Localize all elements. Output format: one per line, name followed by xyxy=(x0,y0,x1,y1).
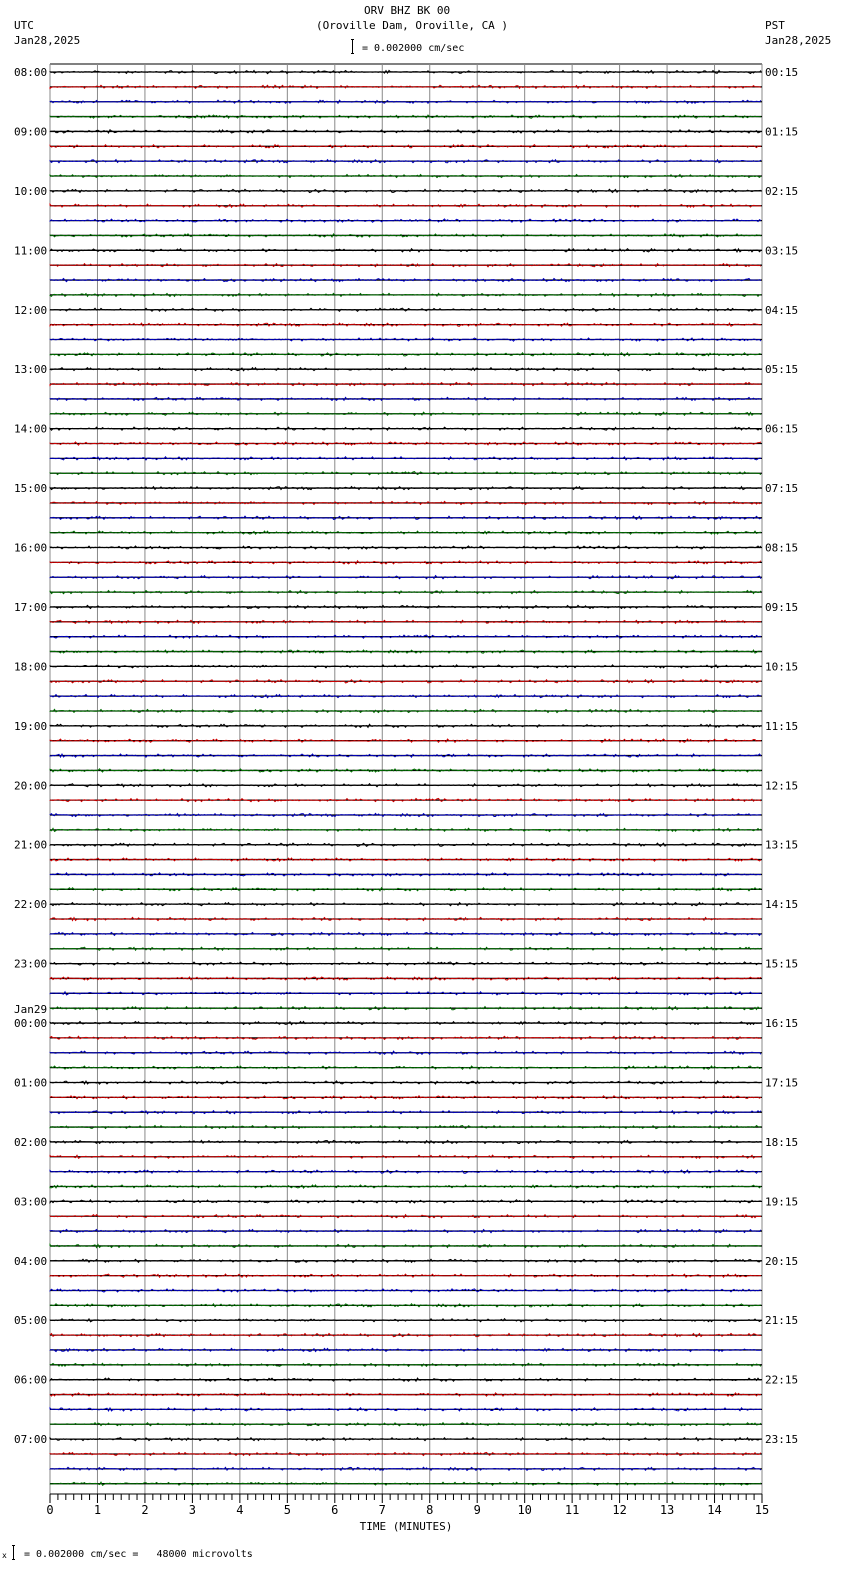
utc-hour-label: 14:00 xyxy=(14,422,48,436)
pst-hour-label: 00:15 xyxy=(765,66,799,79)
right-timezone: PST xyxy=(765,19,785,32)
seismic-trace xyxy=(50,1230,761,1233)
seismic-trace xyxy=(50,1348,761,1351)
utc-hour-label: 08:00 xyxy=(14,66,48,79)
utc-hour-label: 04:00 xyxy=(14,1254,48,1268)
seismic-trace xyxy=(50,264,761,267)
seismic-trace xyxy=(50,160,761,163)
x-tick-label: 8 xyxy=(426,1503,434,1517)
utc-hour-label: 15:00 xyxy=(14,482,48,496)
footer-scale-text: = 0.002000 cm/sec = 48000 microvolts xyxy=(24,1549,253,1560)
seismic-trace xyxy=(50,1438,761,1441)
right-date: Jan28,2025 xyxy=(765,34,832,47)
pst-hour-label: 05:15 xyxy=(765,363,799,377)
utc-hour-label: 10:00 xyxy=(14,184,48,198)
seismic-trace xyxy=(50,487,761,490)
seismic-trace xyxy=(50,917,761,920)
x-tick-label: 13 xyxy=(659,1503,675,1517)
seismic-trace xyxy=(50,947,761,950)
seismic-trace xyxy=(50,709,761,712)
utc-hour-label: 21:00 xyxy=(14,838,48,852)
utc-hour-label: 19:00 xyxy=(14,719,48,733)
x-tick-label: 0 xyxy=(46,1503,54,1517)
pst-hour-label: 23:15 xyxy=(765,1433,799,1447)
utc-hour-label: 07:00 xyxy=(14,1433,48,1447)
pst-hour-label: 10:15 xyxy=(765,660,799,674)
x-tick-label: 6 xyxy=(331,1503,339,1517)
pst-hour-label: 21:15 xyxy=(765,1314,799,1328)
seismic-trace xyxy=(50,412,761,415)
seismic-trace xyxy=(50,1066,761,1069)
utc-hour-label: 18:00 xyxy=(14,660,48,674)
seismic-trace xyxy=(50,1051,761,1054)
x-tick-label: 7 xyxy=(378,1503,386,1517)
left-date: Jan28,2025 xyxy=(14,34,81,47)
utc-hour-label: 13:00 xyxy=(14,363,48,377)
pst-hour-label: 15:15 xyxy=(765,957,799,971)
utc-hour-label: 05:00 xyxy=(14,1314,48,1328)
x-tick-label: 4 xyxy=(236,1503,244,1517)
utc-hour-label: 20:00 xyxy=(14,779,48,793)
seismic-trace xyxy=(50,1111,761,1114)
x-tick-label: 12 xyxy=(612,1503,627,1517)
pst-hour-label: 20:15 xyxy=(765,1254,799,1268)
pst-hour-label: 18:15 xyxy=(765,1135,799,1149)
seismic-trace xyxy=(50,754,761,757)
x-tick-label: 14 xyxy=(707,1503,722,1517)
pst-hour-label: 17:15 xyxy=(765,1076,799,1090)
x-tick-label: 9 xyxy=(473,1503,481,1517)
pst-hour-label: 14:15 xyxy=(765,898,799,912)
x-tick-label: 3 xyxy=(188,1503,197,1517)
seismic-trace xyxy=(50,115,761,118)
seismic-trace xyxy=(50,1408,761,1411)
pst-hour-label: 07:15 xyxy=(765,482,799,496)
x-axis-title: TIME (MINUTES) xyxy=(359,1520,453,1533)
utc-hour-label: 01:00 xyxy=(14,1076,48,1090)
seismic-trace xyxy=(50,279,761,282)
utc-hour-label: 11:00 xyxy=(14,244,48,258)
pst-hour-label: 03:15 xyxy=(765,244,799,258)
pst-hour-label: 04:15 xyxy=(765,303,799,317)
utc-hour-label: 23:00 xyxy=(14,957,48,971)
seismic-trace xyxy=(50,769,761,772)
x-tick-label: 5 xyxy=(283,1503,291,1517)
utc-hour-label: 06:00 xyxy=(14,1373,48,1387)
seismic-trace xyxy=(50,204,761,207)
pst-hour-label: 19:15 xyxy=(765,1195,799,1209)
seismic-trace xyxy=(50,1185,761,1188)
seismic-trace xyxy=(50,1155,761,1158)
seismic-trace xyxy=(50,680,761,683)
seismic-trace xyxy=(50,828,761,831)
seismic-trace xyxy=(50,338,761,341)
station-location: (Oroville Dam, Oroville, CA ) xyxy=(316,19,509,32)
seismic-trace xyxy=(50,501,761,504)
seismic-trace xyxy=(50,70,761,73)
seismic-trace xyxy=(50,1452,761,1455)
seismic-trace xyxy=(50,516,761,519)
scale-text: = 0.002000 cm/sec xyxy=(362,43,465,54)
seismic-trace xyxy=(50,1126,761,1129)
pst-hour-label: 11:15 xyxy=(765,719,799,733)
seismic-trace xyxy=(50,175,761,178)
seismic-trace xyxy=(50,620,761,623)
utc-hour-label: 17:00 xyxy=(14,600,48,614)
pst-hour-label: 08:15 xyxy=(765,541,799,555)
footer-scale-bar-icon xyxy=(12,1545,15,1560)
utc-hour-label: 03:00 xyxy=(14,1195,48,1209)
x-tick-label: 1 xyxy=(93,1503,102,1517)
seismic-trace xyxy=(50,100,761,103)
seismic-trace xyxy=(50,442,761,445)
pst-hour-label: 02:15 xyxy=(765,184,799,198)
pst-hour-label: 09:15 xyxy=(765,600,799,614)
pst-hour-label: 16:15 xyxy=(765,1017,799,1031)
station-title: ORV BHZ BK 00 xyxy=(364,4,451,17)
seismic-trace xyxy=(50,427,761,430)
seismic-trace xyxy=(50,293,761,296)
pst-hour-label: 13:15 xyxy=(765,838,799,852)
x-tick-label: 2 xyxy=(141,1503,149,1517)
seismic-trace xyxy=(50,130,761,133)
x-tick-label: 15 xyxy=(754,1503,770,1517)
seismic-trace xyxy=(50,635,761,638)
utc-hour-label: 02:00 xyxy=(14,1135,48,1149)
utc-hour-label: 09:00 xyxy=(14,125,48,139)
footer-prefix: x xyxy=(2,1551,7,1560)
seismic-trace xyxy=(50,739,761,742)
utc-hour-label: 22:00 xyxy=(14,898,48,912)
utc-hour-label: 12:00 xyxy=(14,303,48,317)
seismic-trace xyxy=(50,1423,761,1426)
utc-hour-label: 00:00 xyxy=(14,1017,48,1031)
seismic-trace xyxy=(50,561,761,564)
seismic-trace xyxy=(50,605,761,608)
pst-hour-label: 06:15 xyxy=(765,422,799,436)
seismic-trace xyxy=(50,843,761,846)
pst-hour-label: 22:15 xyxy=(765,1373,799,1387)
x-tick-label: 10 xyxy=(517,1503,532,1517)
seismic-trace xyxy=(50,576,761,579)
seismic-trace xyxy=(50,903,761,906)
date-change-label: Jan29 xyxy=(14,1003,48,1017)
seismic-trace xyxy=(50,1022,761,1025)
utc-hour-label: 16:00 xyxy=(14,541,48,555)
left-timezone: UTC xyxy=(14,19,34,32)
x-tick-label: 11 xyxy=(564,1503,580,1517)
pst-hour-label: 01:15 xyxy=(765,125,799,139)
seismic-trace xyxy=(50,1096,761,1099)
pst-hour-label: 12:15 xyxy=(765,779,799,793)
